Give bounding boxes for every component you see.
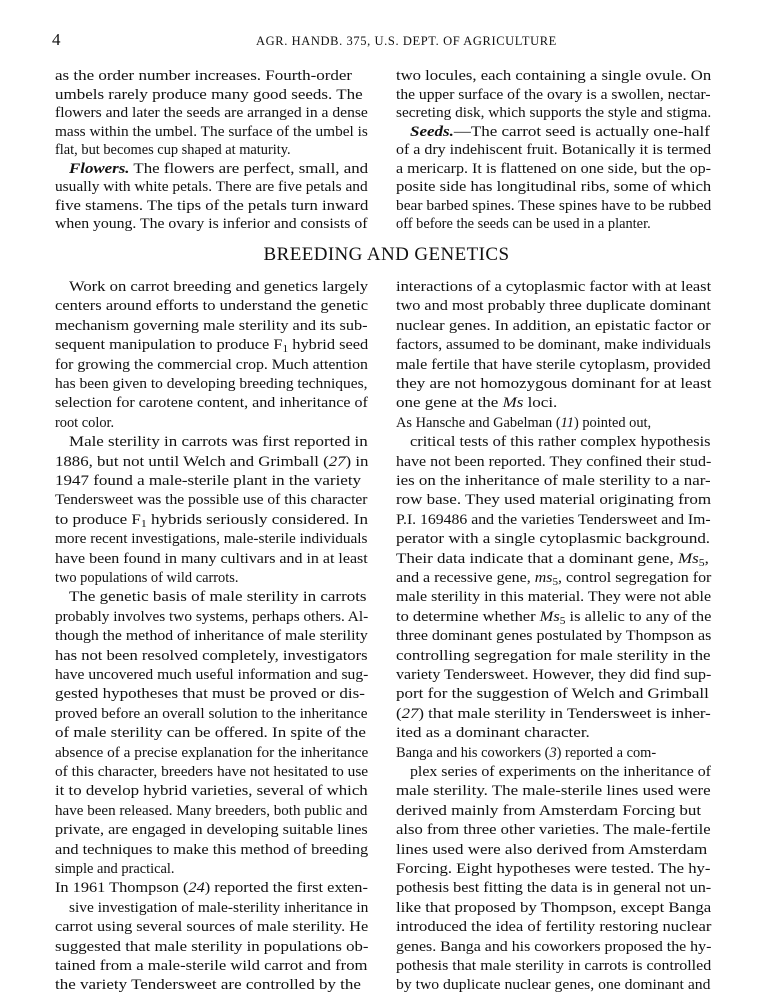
- text-line: ited as a dominant character.: [396, 725, 590, 742]
- text-line: of a dry indehiscent fruit. Botanically it is termed: [396, 142, 712, 158]
- text-line: of this character, breeders have not hesitated to use: [55, 764, 369, 780]
- text-line: centers around efforts to understand the genetic: [55, 298, 369, 315]
- text-line: 1886, but not until Welch and Grimball (27) in: [55, 453, 369, 470]
- text-line: posite side has longitudinal ribs, some of which: [396, 179, 712, 195]
- text-line: selection for carotene content, and inheritance of: [55, 395, 368, 412]
- text-line: ies on the inheritance of male sterility to a nar-: [396, 473, 711, 489]
- text-line: 1947 found a male-sterile plant in the variety: [55, 473, 362, 489]
- text-line: have not been reported. They confined their stud-: [396, 453, 712, 470]
- text-line: and techniques to make this method of breeding: [55, 841, 369, 858]
- text-line: for growing the commercial crop. Much attention: [55, 356, 368, 373]
- text-line: In 1961 Thompson (24) reported the first exten-: [55, 880, 368, 897]
- text-line: nuclear genes. In addition, an epistatic factor or: [396, 317, 711, 334]
- text-line: Work on carrot breeding and genetics largely: [69, 279, 369, 295]
- text-line: five stamens. The tips of the petals turn inward: [55, 197, 369, 214]
- text-line: though the method of inheritance of male sterility: [55, 628, 368, 645]
- text-line: and a recessive gene, $ms_5$, control segregation for: [396, 570, 712, 588]
- text-line: genes. Banga and his coworkers proposed the hy-: [396, 938, 712, 955]
- text-line: absence of a precise explanation for the inheritance: [55, 744, 369, 761]
- text-line: sive investigation of male-sterility inheritance in: [69, 899, 369, 916]
- text-line: the variety Tendersweet are controlled by the: [55, 977, 361, 994]
- text-line: As Hansche and Gabelman (11) pointed out,: [396, 414, 652, 431]
- text-line: pothesis that male sterility in carrots is controlled: [396, 958, 712, 974]
- text-line: Banga and his coworkers (3) reported a com-: [396, 744, 657, 761]
- text-line: factors, assumed to be dominant, make individuals: [396, 337, 711, 354]
- text-line: has been given to developing breeding techniques,: [55, 376, 368, 392]
- text-line: flowers and later the seeds are arranged in a dense: [55, 105, 368, 121]
- text-line: male sterility in this material. They were not able: [396, 589, 712, 606]
- text-line: have uncovered much useful information and sug-: [55, 667, 369, 683]
- text-line: private, are engaged in developing suitable lines: [55, 822, 368, 839]
- text-line: like that proposed by Thompson, except Banga: [396, 899, 712, 916]
- text-line: bear barbed spines. These spines have to be rubbed: [396, 197, 712, 214]
- text-line: it to develop hybrid varieties, several of which: [55, 783, 368, 800]
- text-line: mass within the umbel. The surface of the umbel is: [55, 123, 368, 140]
- text-line: plex series of experiments on the inheritance of: [410, 764, 711, 780]
- text-line: proved before an overall solution to the inheritance: [55, 705, 368, 722]
- text-line: probably involves two systems, perhaps others. Al-: [55, 608, 369, 625]
- text-line: male fertile that have sterile cytoplasm, provided: [396, 356, 711, 373]
- text-line: (27) that male sterility in Tendersweet is inher-: [396, 705, 711, 722]
- text-line: port for the suggestion of Welch and Grimball: [396, 686, 709, 703]
- text-line: mechanism governing male sterility and its sub-: [55, 317, 368, 334]
- text-line: controlling segregation for male sterility in the: [396, 647, 711, 664]
- text-line: flat, but becomes cup shaped at maturity.: [55, 142, 291, 158]
- text-line: pothesis best fitting the data is in general not un-: [396, 880, 712, 897]
- text-line: umbels rarely produce many good seeds. The: [55, 86, 363, 103]
- text-line: tained from a male-sterile wild carrot and from: [55, 958, 368, 974]
- section-heading: BREEDING AND GENETICS: [263, 244, 510, 265]
- text-line: a mericarp. It is flattened on one side, but the op-: [396, 160, 711, 177]
- text-line: introduced the idea of fertility restoring nuclear: [396, 919, 712, 936]
- text-line: Flowers. The flowers are perfect, small, and: [69, 160, 369, 177]
- text-line: of male sterility can be offered. In spite of the: [55, 725, 366, 742]
- text-line: the upper surface of the ovary is a swollen, nectar-: [396, 86, 711, 103]
- text-line: to produce $F_1$ hybrids seriously considered. In: [55, 511, 368, 530]
- text-line: interactions of a cytoplasmic factor with at least: [396, 279, 712, 295]
- text-line: more recent investigations, male-sterile individuals: [55, 531, 368, 548]
- text-line: off before the seeds can be used in a planter.: [396, 216, 651, 232]
- text-line: have been found in many cultivars and in at least: [55, 550, 368, 567]
- text-line: they are not homozygous dominant for at least: [396, 376, 712, 392]
- text-line: by two duplicate nuclear genes, one dominant and: [396, 977, 711, 994]
- text-line: row base. They used material originating from: [396, 492, 712, 509]
- text-line: carrot using several sources of male sterility. He: [55, 919, 369, 936]
- text-line: has not been resolved completely, investigators: [55, 647, 368, 664]
- text-line: P.I. 169486 and the varieties Tendersweet and Im-: [396, 511, 711, 528]
- text-line: as the order number increases. Fourth-order: [55, 68, 353, 84]
- text-line: Their data indicate that a dominant gene, $Ms_5$,: [396, 550, 709, 569]
- text-line: Tendersweet was the possible use of this character: [55, 492, 368, 509]
- text-line: male sterility. The male-sterile lines used were: [396, 783, 711, 800]
- text-line: one gene at the Ms loci.: [396, 395, 558, 412]
- text-line: three dominant genes postulated by Thompson as: [396, 628, 712, 645]
- text-line: Forcing. Eight hypotheses were tested. The hy-: [396, 861, 711, 877]
- text-line: perator with a single cytoplasmic background.: [396, 531, 711, 548]
- text-line: Male sterility in carrots was first reported in: [69, 434, 368, 451]
- text-line: The genetic basis of male sterility in carrots: [69, 589, 367, 606]
- text-line: two populations of wild carrots.: [55, 570, 239, 586]
- text-line: variety Tendersweet. However, they did find sup-: [396, 667, 712, 683]
- text-line: two and most probably three duplicate dominant: [396, 298, 711, 315]
- text-line: to determine whether $Ms_5$ is allelic to any of the: [396, 608, 712, 627]
- page-number: 4: [52, 30, 61, 49]
- text-line: sequent manipulation to produce $F_1$ hybrid seed: [55, 337, 369, 356]
- text-line: critical tests of this rather complex hypothesis: [410, 434, 711, 451]
- text-line: gested hypotheses that must be proved or dis-: [55, 686, 365, 703]
- text-line: also from three other varieties. The male-fertile: [396, 822, 711, 839]
- text-line: when young. The ovary is inferior and consists of: [55, 216, 368, 232]
- text-line: lines used were also derived from Amsterdam: [396, 841, 708, 858]
- text-line: have been released. Many breeders, both public and: [55, 802, 368, 819]
- text-line: Seeds.—The carrot seed is actually one-half: [410, 123, 710, 140]
- text-line: usually with white petals. There are five petals and: [55, 179, 368, 195]
- text-line: simple and practical.: [55, 861, 175, 877]
- text-line: root color.: [55, 414, 115, 431]
- text-line: two locules, each containing a single ovule. On: [396, 68, 712, 84]
- text-line: suggested that male sterility in populations ob-: [55, 938, 369, 955]
- running-head: AGR. HANDB. 375, U.S. DEPT. OF AGRICULTURE: [256, 34, 557, 48]
- text-line: derived mainly from Amsterdam Forcing but: [396, 802, 702, 819]
- text-line: secreting disk, which supports the style and stigma.: [396, 105, 712, 121]
